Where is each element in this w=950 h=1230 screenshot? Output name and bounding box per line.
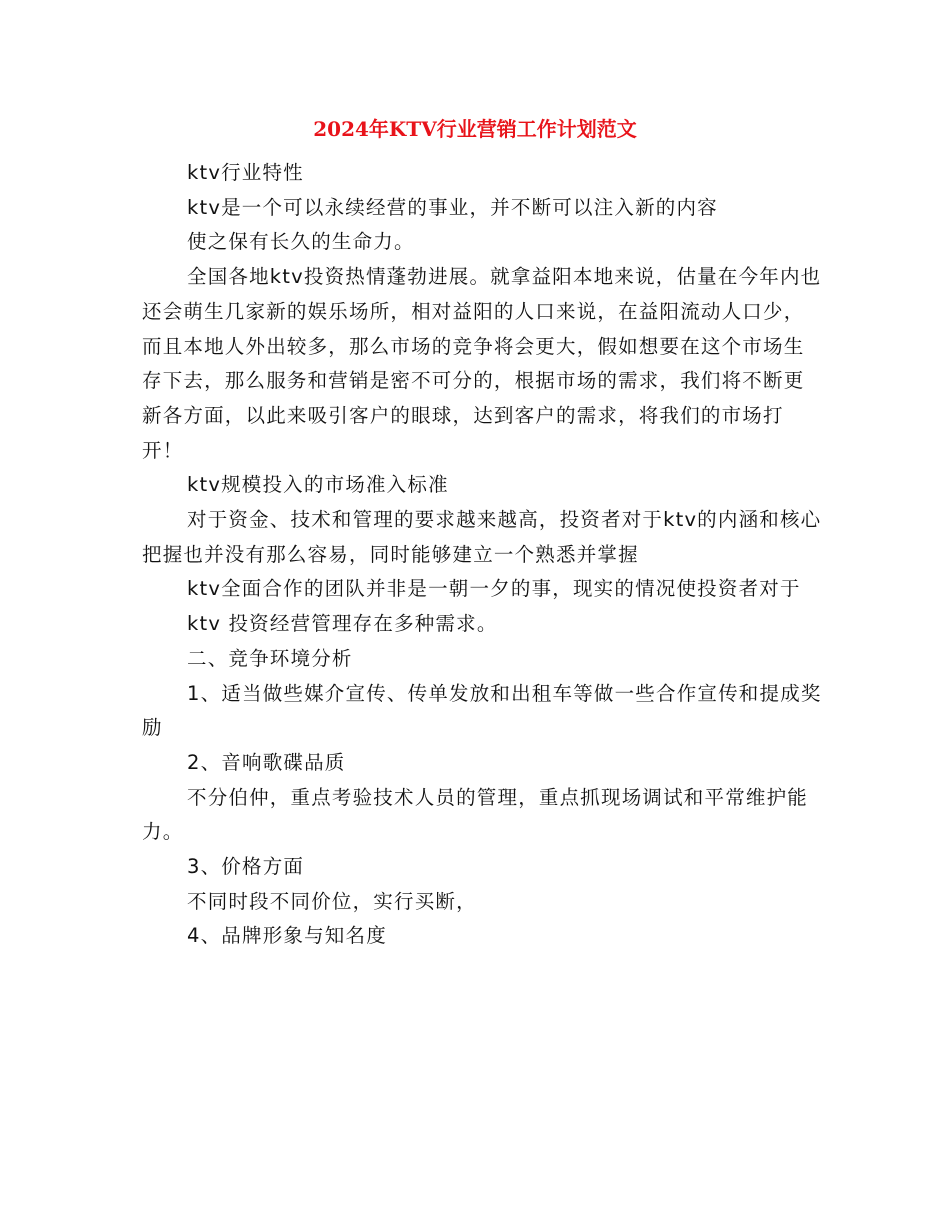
- list-item-brand-image: 4、品牌形象与知名度: [187, 924, 387, 948]
- paragraph-management-needs: ktv 投资经营管理存在多种需求。: [187, 612, 498, 636]
- paragraph-market-entry-heading: ktv规模投入的市场准入标准: [187, 473, 449, 497]
- paragraph-investment-requirements: 对于资金、技术和管理的要求越来越高，投资者对于ktv的内涵和核心把握也并没有那么容易，同时能够建立一个熟悉并掌握: [142, 508, 822, 566]
- section-heading-competition: 二、竞争环境分析: [187, 646, 353, 670]
- list-item-media-promotion: 1、适当做些媒介宣传、传单发放和出租车等做一些合作宣传和提成奖励: [142, 681, 822, 740]
- paragraph-ktv-characteristics-heading: ktv行业特性: [187, 161, 304, 184]
- list-item-audio-quality: 2、音响歌碟品质: [187, 750, 346, 774]
- document-body: [142, 156, 822, 954]
- paragraph-sustainable-business: ktv是一个可以永续经营的事业，并不断可以注入新的内容: [187, 195, 718, 219]
- paragraph-technical-management: 不分伯仲，重点考验技术人员的管理，重点抓现场调试和平常维护能力。: [142, 785, 809, 844]
- list-item-pricing: 3、价格方面: [187, 855, 305, 879]
- paragraph-team-building: ktv全面合作的团队并非是一朝一夕的事，现实的情况使投资者对于: [187, 577, 801, 601]
- paragraph-lasting-vitality: 使之保有长久的生命力。: [187, 230, 415, 254]
- document-title: 2024年KTV行业营销工作计划范文: [313, 117, 637, 141]
- paragraph-market-overview: 全国各地ktv投资热情蓬勃进展。就拿益阳本地来说，估量在今年内也还会萌生几家新的娱乐场所，相对益阳的人口来说，在益阳流动人口少，而且本地人外出较多，那么市场的竞争将会更大，假如想要在这个市场生存下去，那么服务和营销是密不可分的，根据市场的需求，我们将不断更新各方面，以此来吸引客户的眼球，达到客户的需求，将我们的市场打开！: [142, 265, 822, 462]
- paragraph-pricing-detail: 不同时段不同价位，实行买断，: [187, 889, 477, 913]
